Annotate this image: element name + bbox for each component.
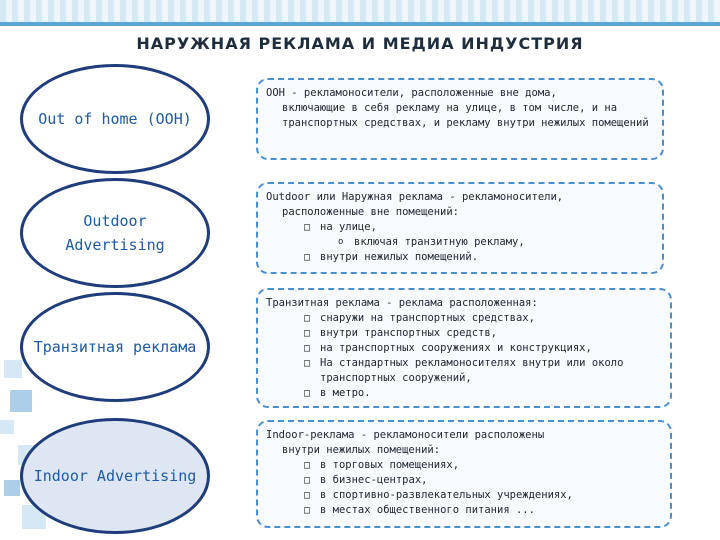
definition-text: внутри нежилых помещений: <box>282 444 441 456</box>
section-label: Out of home (OOH) <box>38 110 192 128</box>
definition-lead: Outdoor или Наружная реклама - рекламоносители, <box>266 191 564 203</box>
list-item: □ внутри нежилых помещений. <box>304 250 654 265</box>
definition-box-indoor <box>256 420 672 528</box>
list-item: □ в бизнес-центрах, <box>304 473 662 488</box>
definition-box-outdoor <box>256 182 664 274</box>
section-label: Транзитная реклама <box>33 338 197 356</box>
list-item: □ в спортивно-развлекательных учреждениях, <box>304 488 662 503</box>
definition-lead: ООН - рекламоносители, расположенные вне дома, <box>266 87 557 99</box>
list-item: □ в торговых помещениях, <box>304 458 662 473</box>
list-item: □ внутри транспортных средств, <box>304 326 662 341</box>
header-band-line <box>0 22 720 26</box>
decor-square <box>4 480 20 496</box>
header-band <box>0 0 720 22</box>
list-item: □ На стандартных рекламоносителях внутри или около транспортных сооружений, <box>304 356 662 386</box>
label-ellipse-transit <box>20 292 210 402</box>
list-item: □ в метро. <box>304 386 662 401</box>
bullet-list <box>266 220 654 235</box>
definition-text: включающие в себя рекламу на улице, в том числе, и на транспортных средствах, и рекламу внутри нежилых помещений <box>282 102 649 129</box>
bullet-list <box>266 250 654 265</box>
section-label: Indoor Advertising <box>33 467 197 485</box>
definition-box-ooh <box>256 78 664 160</box>
definition-text: расположенные вне помещений: <box>282 206 460 218</box>
bullet-list <box>266 458 662 518</box>
list-item: □ на транспортных сооружениях и конструкциях, <box>304 341 662 356</box>
list-item: □ в местах общественного питания ... <box>304 503 662 518</box>
definition-lead: Транзитная реклама - реклама расположенная: <box>266 297 538 309</box>
definition-lead: Indoor-реклама - рекламоносители расположены <box>266 429 545 441</box>
page-title: НАРУЖНАЯ РЕКЛАМА И МЕДИА ИНДУСТРИЯ <box>136 34 584 53</box>
definition-box-transit <box>256 288 672 408</box>
list-item: □ снаружи на транспортных средствах, <box>304 311 662 326</box>
bullet-list <box>266 311 662 401</box>
label-ellipse-indoor <box>20 418 210 534</box>
decor-square <box>10 390 32 412</box>
decor-square <box>0 420 14 434</box>
decor-square <box>4 360 22 378</box>
section-label: Outdoor Advertising <box>65 212 165 254</box>
sub-bullet-list <box>266 235 654 250</box>
label-ellipse-outdoor <box>20 178 210 288</box>
list-item: □ на улице, <box>304 220 654 235</box>
list-item: o включая транзитную рекламу, <box>338 235 654 250</box>
label-ellipse-ooh <box>20 64 210 174</box>
